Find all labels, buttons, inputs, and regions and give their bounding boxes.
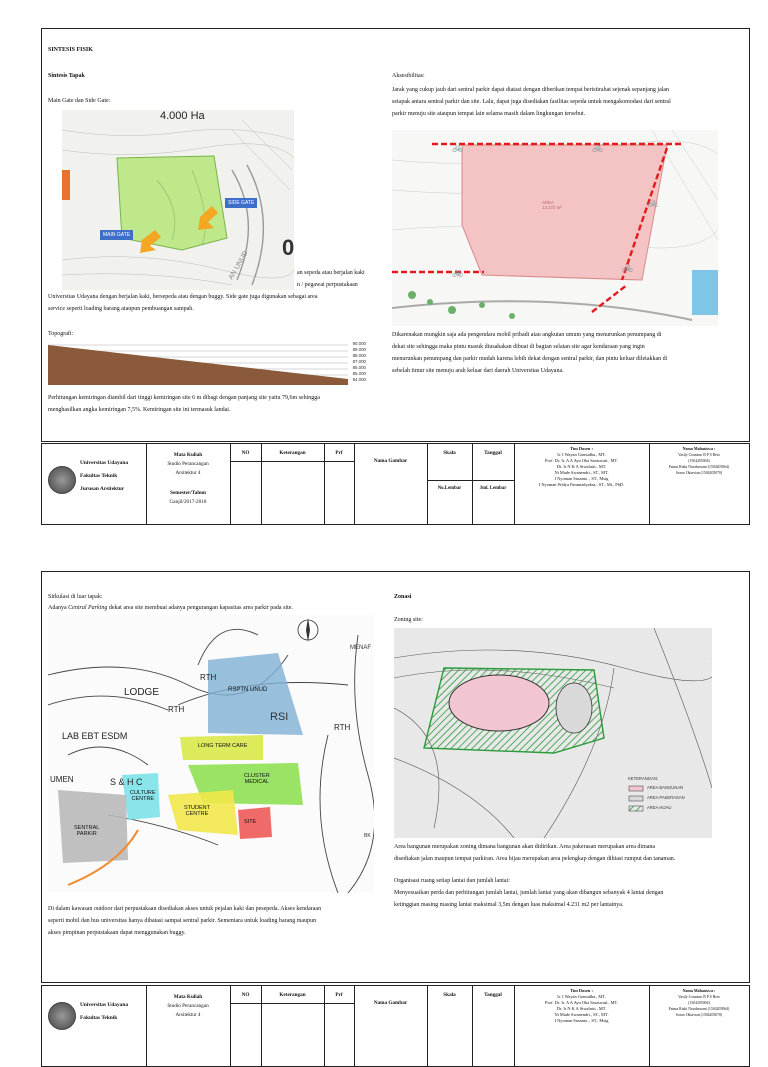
sem-value: Ganjil/2017-2018 xyxy=(169,499,207,505)
topo-level: 85.000 xyxy=(352,371,366,376)
heading-sintesis: SINTESIS FISIK xyxy=(48,47,93,53)
dosen-5-2: I Nyoman Susanta ., ST., Mstg xyxy=(554,1018,609,1023)
map-student: STUDENT CENTRE xyxy=(184,805,210,817)
topography-section xyxy=(48,339,366,385)
map-rth-2: RTH xyxy=(168,705,185,714)
map-site: SITE xyxy=(244,819,257,825)
col-keterangan: Keterangan xyxy=(279,450,306,456)
topo-text-b: menghasilkan angka kemiringan 7,5%. Kemiringan site ini termasuk landai. xyxy=(48,407,231,413)
jml-lembar: Jml. Lembar xyxy=(479,486,507,491)
circ-line-1: Di dalam kawasan outdoor dari perpustakaan disediakan akses untuk pejalan kaki dan pesepeda. Akses kendaraan xyxy=(48,906,322,912)
legend-bangunan: AREA BANGUNAN xyxy=(647,785,684,790)
title-block-1 xyxy=(41,443,750,525)
svg-text:AN UNUD: AN UNUD xyxy=(227,249,250,281)
situasi-prefix: Adanya xyxy=(48,605,67,611)
col-prf-2: Prf xyxy=(335,992,343,998)
subheading-tapak: Sintesis Tapak xyxy=(48,73,85,79)
map-lodge: LODGE xyxy=(124,687,160,698)
col-no-2: NO xyxy=(241,992,250,998)
dosen-4: Ni Made Swanendri., ST., MT. xyxy=(554,470,609,475)
org-line-1: Organisasi ruang setiap lantai dan jumlah lantai: xyxy=(394,878,510,884)
col-no: NO xyxy=(241,450,250,456)
map-parkir: SENTRAL PARKIR xyxy=(74,825,100,837)
mhs-2-2: (1504205004) xyxy=(688,1001,710,1005)
topo-label: Topografi: xyxy=(48,331,74,337)
map-menaf: MENAF xyxy=(350,645,371,651)
situasi-italic: Central Parking xyxy=(68,605,108,611)
tanggal-2: Tanggal xyxy=(484,992,502,998)
car-line-1: Dikarenakan mungkin saja ada pengendara mobil pribadi atau angkutan umum yang menurunkan penumpang di xyxy=(392,332,662,338)
mk-line-2: Arsitektur 4 xyxy=(175,470,201,476)
nama-gambar-2: Nama Gambar xyxy=(373,1000,408,1006)
car-line-4: sebelah timur site menuju arah keluar dari daerah Universitas Udayana. xyxy=(392,368,564,374)
topo-level: 87.000 xyxy=(352,359,366,364)
gate-text-c: Universitas Udayana dengan berjalan kaki, bersepeda atau dengan buggy. Side gate juga digunakan sebagai area xyxy=(48,294,318,300)
situasi-text xyxy=(48,603,293,614)
topo-level: 86.000 xyxy=(352,365,366,370)
svg-text:🚲: 🚲 xyxy=(622,263,634,273)
department-name: Jurusan Arsitektur xyxy=(80,486,125,492)
topo-level-list xyxy=(353,341,366,383)
access-label: Aksesibilitas: xyxy=(392,73,425,79)
mhs-2: (1504205004) xyxy=(688,459,710,463)
dosen-3-2: Dr. Ir N K A Siwalatri., MT. xyxy=(556,1006,607,1011)
zoning-site-label: Zoning site: xyxy=(394,617,423,623)
site-gate-map xyxy=(62,110,294,290)
map-lab: LAB EBT ESDM xyxy=(62,731,128,741)
skala-2: Skala xyxy=(443,992,456,998)
nama-gambar: Nama Gambar xyxy=(373,458,408,464)
zoning-sketch xyxy=(394,628,712,838)
gate-text-d: service seperti loading barang ataupun pembuangan sampah. xyxy=(48,306,194,312)
svg-text:0: 0 xyxy=(282,235,294,260)
topo-level: 88.000 xyxy=(352,353,366,358)
mhs-4: Sonor Oktavian (1504205070) xyxy=(675,471,723,475)
access-area-label: AREA 13.172 m² xyxy=(542,200,562,210)
circulation-map xyxy=(48,615,374,893)
dosen-1: Ir. I Wayan Gomudha., MT. xyxy=(557,452,606,457)
zone-line-2: disediakan jalan maupun tempat parkiran. Area hijau merupakan area pelengkap dengan dihiasi rumput dan tanaman. xyxy=(394,856,676,862)
map-rsi: RSI xyxy=(270,711,289,723)
dosen-3: Dr. Ir N K A Siwalatri., MT. xyxy=(556,464,607,469)
sem-label: Semester/Tahun xyxy=(170,490,206,496)
univ-name: Universitas Udayana xyxy=(80,460,129,466)
access-line-2: setapak antara sentral parkir dan site. Lalu, dapat juga disediakan fasilitas sepeda untuk mengakomodasi dari sentral xyxy=(392,99,671,105)
circ-line-2: seperti mobil dan bus universitas hanya dibatasi sampai sentral parkir. Sementara untuk loading barang maupun xyxy=(48,918,317,924)
dosen-4-2: Ni Made Swanendri., ST., MT. xyxy=(554,1012,609,1017)
gate-text-a: an sepeda atau berjalan kaki xyxy=(297,270,365,276)
dosen-6: I Nyoman Widya Paramadyaksa., ST., Mt., PhD. xyxy=(538,482,625,487)
mk-line-2-2: Arsitektur 4 xyxy=(175,1012,201,1018)
mhs-3-2: Fatma Rizki Nurabawani (1504205064) xyxy=(668,1007,730,1011)
dosen-label-2: Tim Dosen : xyxy=(570,988,593,993)
map-umen: UMEN xyxy=(50,775,74,784)
faculty-name: Fakultas Teknik xyxy=(80,473,118,479)
situasi-suffix: dekat area site membuat adanya pengurangan kapasitas area parkir pada site. xyxy=(108,605,293,611)
situasi-label: Sirkulasi di luar tapak: xyxy=(48,594,103,600)
topo-level: 84.000 xyxy=(352,377,366,382)
gate-label: Main Gate dan Side Gate: xyxy=(48,98,111,104)
svg-text:🚲: 🚲 xyxy=(592,143,604,153)
car-line-3: menurunkan penumpang dan parkir mudah karena lebih dekat dengan sentral parkir, dan pintu keluar diletakkan di xyxy=(392,356,668,362)
university-logo-2 xyxy=(48,1002,76,1030)
map-cluster: CLUSTER MEDICAL xyxy=(244,773,270,785)
mhs-4-2: Sonor Oktavian (1504205070) xyxy=(675,1013,723,1017)
side-gate-tag: SIDE GATE xyxy=(225,198,257,208)
skala: Skala xyxy=(443,450,456,456)
faculty-name-2: Fakultas Teknik xyxy=(80,1015,118,1021)
zone-line-1: Area bangunan merupakan zoning dimana bangunan akan didirikan. Area pakerasan merupakan area dimana xyxy=(394,844,656,850)
tanggal: Tanggal xyxy=(484,450,502,456)
map-rth-1: RTH xyxy=(200,673,217,682)
mhs-label-2: Nama Mahasiswa : xyxy=(682,988,716,993)
topo-level: 89.000 xyxy=(352,347,366,352)
accessibility-map xyxy=(392,130,718,326)
mhs-label: Nama Mahasiswa : xyxy=(682,446,716,451)
circ-line-3: akses pimpinan perpustakaan dapat menggunakan buggy. xyxy=(48,930,186,936)
dosen-2: Prof. Dr. Ir. A A Ayu Oka Saraswati., MT. xyxy=(545,458,618,463)
topo-level: 90.000 xyxy=(352,341,366,346)
map-culture: CULTURE CENTRE xyxy=(130,790,156,802)
svg-text:🚲: 🚲 xyxy=(647,198,659,208)
access-line-1: Jarak yang cukup jauh dari sentral parkir dapat diatasi dengan diberikan tempat beristirahat sejenak sepanjang jalan xyxy=(392,87,670,93)
map-long-term: LONG TERM CARE xyxy=(198,743,248,749)
legend-pakerasan: AREA PAKERASAN xyxy=(647,795,685,800)
mk-line-1: Studio Perancangan xyxy=(167,461,209,467)
org-line-3: ketinggian masing masing lantai maksimal 3,5m dengan luas maksimal 4.231 m2 per lantainya. xyxy=(394,902,624,908)
org-line-2: Menyesuaikan perda dan perhitungan jumlah lantai, jumlah lantai yang akan dibangun sebanyak 4 lantai dengan xyxy=(394,890,664,896)
univ-name-2: Universitas Udayana xyxy=(80,1002,129,1008)
map-shc: S & H C xyxy=(110,777,143,787)
mhs-1-2: Vasily Cosmino B P S Beto xyxy=(678,995,720,999)
mk-line-1-2: Studio Perancangan xyxy=(167,1003,209,1009)
map-rsptn: RSPTN UNUD xyxy=(228,687,268,693)
mk-label-2: Mata Kuliah xyxy=(173,994,203,1000)
dosen-5: I Nyoman Susanta ., ST., Mstg xyxy=(554,476,609,481)
dosen-1-2: Ir. I Wayan Gomudha., MT. xyxy=(557,994,606,999)
main-gate-tag: MAIN GATE xyxy=(100,230,133,240)
dosen-2-2: Prof. Dr. Ir. A A Ayu Oka Saraswati., MT. xyxy=(545,1000,618,1005)
legend-hijau: AREA HIJAU xyxy=(647,805,672,810)
access-line-3: parkir menuju site ataupun tempat lain selama masih dalam lingkungan tersebut. xyxy=(392,111,586,117)
dosen-label: Tim Dosen : xyxy=(570,446,593,451)
zonasi-label: Zonasi xyxy=(394,594,412,600)
svg-text:🚲: 🚲 xyxy=(452,268,464,278)
legend-title: KETERANGAN: xyxy=(628,776,659,781)
no-lembar: No.Lembar xyxy=(437,486,462,491)
svg-text:🚲: 🚲 xyxy=(452,143,464,153)
col-keterangan-2: Keterangan xyxy=(279,992,306,998)
map-rth-3: RTH xyxy=(334,723,351,732)
map-bk: BK xyxy=(364,833,371,839)
topo-text-a: Perhitungan kemiringan diambil dari tinggi kemiringan site 6 m dibagi dengan panjang site yaitu 79,6m sehingga xyxy=(48,395,320,401)
mhs-1: Vasily Cosmino B P S Beto xyxy=(678,453,720,457)
col-prf: Prf xyxy=(335,450,343,456)
mk-label: Mata Kuliah xyxy=(173,452,203,458)
car-line-2: dekat site sehingga maka pintu masuk diusahakan dibuat di bagian selatan site agar kendaraan yang ingin xyxy=(392,344,645,350)
gate-text-b: n / pegawai perpustakaan xyxy=(297,282,358,288)
mhs-3: Fatma Rizki Nurabawani (1504205064) xyxy=(668,465,730,469)
site-area-label: 4.000 Ha xyxy=(160,110,205,122)
university-logo xyxy=(48,466,76,494)
title-block-2 xyxy=(41,985,750,1067)
